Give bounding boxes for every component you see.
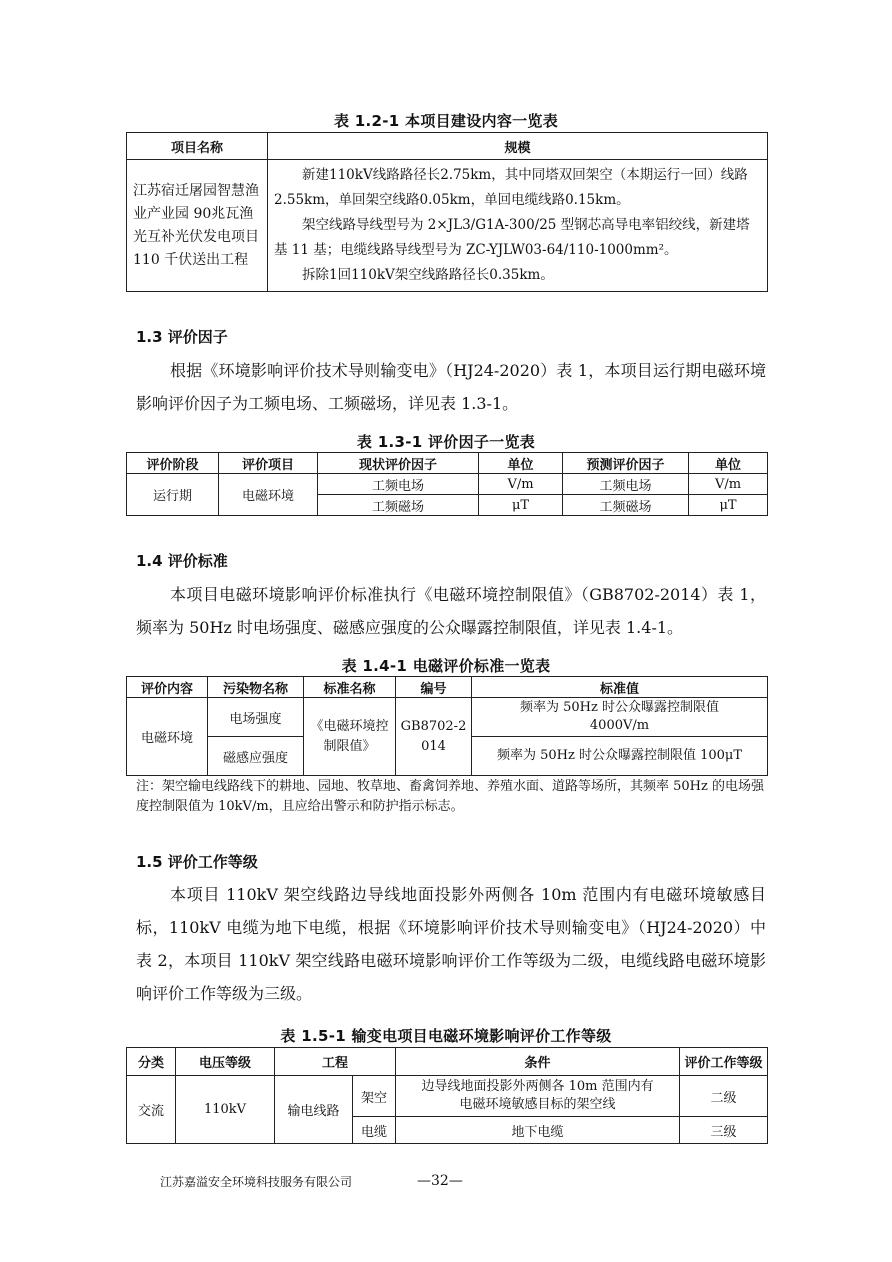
table-header-cell: 规模 — [268, 133, 768, 160]
table-header-cell: 单位 — [689, 453, 768, 474]
table-cell: V/m — [689, 474, 768, 495]
scale-paragraph: 拆除1回110kV架空线路路径长0.35km。 — [302, 267, 554, 283]
table-header-cell: 单位 — [479, 453, 563, 474]
category-cell: 交流 — [127, 1076, 176, 1144]
table-header-cell: 标准名称 — [304, 677, 396, 698]
page-number: —32— — [417, 1173, 463, 1189]
table-header-cell: 工程 — [275, 1048, 396, 1076]
table-cell: 三级 — [680, 1117, 768, 1144]
table-cell: 电场强度 — [208, 698, 304, 737]
table-header-cell: 条件 — [396, 1048, 680, 1076]
table-1-3-1-caption: 表 1.3-1 评价因子一览表 — [356, 433, 536, 451]
scale-cell — [268, 160, 768, 292]
table-header-cell: 编号 — [396, 677, 472, 698]
section-heading: 1.3 评价因子 — [136, 328, 228, 346]
table-1-5-1-caption: 表 1.5-1 输变电项目电磁环境影响评价工作等级 — [280, 1027, 612, 1045]
standard-name-cell: 《电磁环境控制限值》 — [304, 698, 396, 776]
table-header-cell: 项目名称 — [127, 133, 268, 160]
standard-no-cell: GB8702-2014 — [396, 698, 472, 776]
table-header-cell: 评价内容 — [127, 677, 208, 698]
body-paragraph: 本项目电磁环境影响评价标准执行《电磁环境控制限值》（GB8702-2014）表 1，频率为 50Hz 时电场强度、磁感应强度的公众曝露控制限值，详见表 1.4-1。 — [136, 585, 766, 637]
table-header-cell: 评价项目 — [219, 453, 318, 474]
table-header-cell: 现状评价因子 — [318, 453, 479, 474]
table-cell: 工频电场 — [563, 474, 689, 495]
table-cell: 地下电缆 — [396, 1117, 680, 1144]
table-1-4-1 — [126, 676, 768, 776]
table-cell: 磁感应强度 — [208, 737, 304, 776]
table-header-cell: 评价工作等级 — [680, 1048, 768, 1076]
table-note: 注：架空输电线路线下的耕地、园地、牧草地、畜禽饲养地、养殖水面、道路等场所，其频率 50Hz 的电场强度控制限值为 10kV/m，且应给出警示和防护指示标志。 — [136, 779, 764, 814]
table-cell: 电缆 — [353, 1117, 396, 1144]
table-cell: 频率为 50Hz 时公众曝露控制限值 100μT — [472, 737, 768, 776]
item-cell: 电磁环境 — [219, 474, 318, 516]
table-cell: 工频电场 — [318, 474, 479, 495]
table-1-2-1 — [126, 132, 768, 292]
table-header-cell: 分类 — [127, 1048, 176, 1076]
section-heading: 1.4 评价标准 — [136, 552, 228, 570]
table-cell: 工频磁场 — [563, 495, 689, 516]
scale-paragraph: 架空线路导线型号为 2×JL3/G1A-300/25 型钢芯高导电率铝绞线，新建塔基 11 基；电缆线路导线型号为 ZC-YJLW03-64/110-1000mm²。 — [274, 217, 750, 258]
section-heading: 1.5 评价工作等级 — [136, 853, 258, 871]
table-cell: 架空 — [353, 1076, 396, 1117]
project-cell: 输电线路 — [275, 1076, 353, 1144]
table-header-cell: 预测评价因子 — [563, 453, 689, 474]
body-paragraph: 根据《环境影响评价技术导则输变电》（HJ24-2020）表 1，本项目运行期电磁环境影响评价因子为工频电场、工频磁场，详见表 1.3-1。 — [136, 361, 766, 413]
table-cell: 边导线地面投影外两侧各 10m 范围内有电磁环境敏感目标的架空线 — [396, 1076, 680, 1117]
table-1-3-1 — [126, 452, 768, 516]
table-cell: μT — [689, 495, 768, 516]
stage-cell: 运行期 — [127, 474, 219, 516]
table-header-cell: 评价阶段 — [127, 453, 219, 474]
body-paragraph: 本项目 110kV 架空线路边导线地面投影外两侧各 10m 范围内有电磁环境敏感目标，110kV 电缆为地下电缆，根据《环境影响评价技术导则输变电》（HJ24-2020）中表 2，本项目 110kV 架空线路电磁环境影响评价工作等级为二级，电缆线路电磁环境影响评价工作等级为三级。 — [136, 885, 766, 1003]
table-header-cell: 标准值 — [472, 677, 768, 698]
table-cell: V/m — [479, 474, 563, 495]
table-header-cell: 电压等级 — [176, 1048, 275, 1076]
table-cell: 二级 — [680, 1076, 768, 1117]
table-1-2-1-caption: 表 1.2-1 本项目建设内容一览表 — [333, 112, 559, 130]
table-1-4-1-caption: 表 1.4-1 电磁评价标准一览表 — [341, 657, 551, 675]
footer-company: 江苏嘉溢安全环境科技服务有限公司 — [160, 1175, 353, 1189]
scale-paragraph: 新建110kV线路路径长2.75km，其中同塔双回架空（本期运行一回）线路2.55km，单回架空线路0.05km，单回电缆线路0.15km。 — [274, 167, 748, 208]
table-header-cell: 污染物名称 — [208, 677, 304, 698]
table-cell: 工频磁场 — [318, 495, 479, 516]
content-cell: 电磁环境 — [127, 698, 208, 776]
table-cell: μT — [479, 495, 563, 516]
table-1-5-1 — [126, 1047, 768, 1144]
table-cell: 频率为 50Hz 时公众曝露控制限值 4000V/m — [472, 698, 768, 737]
voltage-cell: 110kV — [176, 1076, 275, 1144]
project-name-cell: 江苏宿迁屠园智慧渔业产业园 90兆瓦渔光互补光伏发电项目 110 千伏送出工程 — [127, 160, 268, 292]
